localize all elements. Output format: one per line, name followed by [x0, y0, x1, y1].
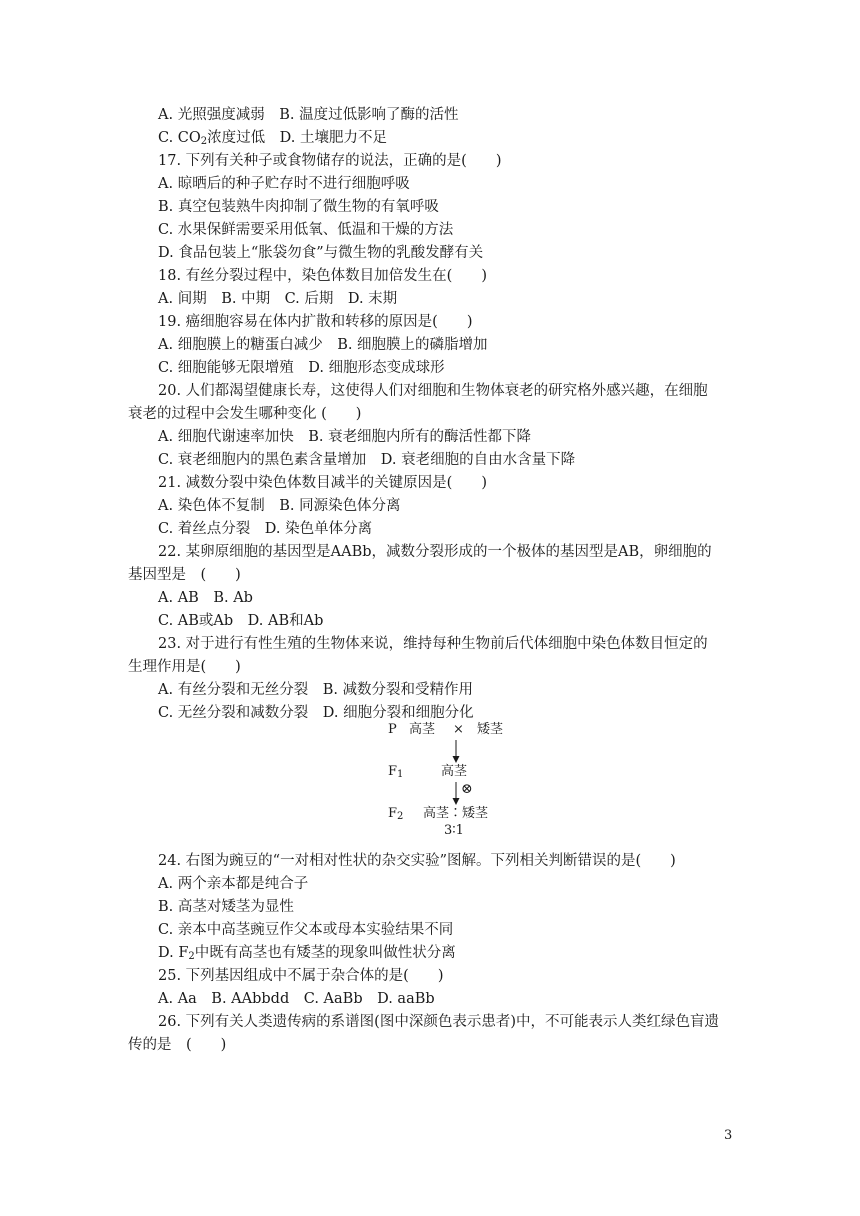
text-line: B. 高茎对矮茎为显性	[158, 899, 294, 915]
text-line: 基因型是 ( )	[128, 567, 241, 583]
text-line: 17. 下列有关种子或食物储存的说法，正确的是( )	[158, 153, 502, 169]
text-line: A. Aa B. AAbbdd C. AaBb D. aaBb	[158, 991, 435, 1007]
text-line: A. 染色体不复制 B. 同源染色体分离	[158, 498, 401, 514]
f1-value: 高茎	[441, 764, 468, 779]
text-line: A. 间期 B. 中期 C. 后期 D. 末期	[158, 291, 398, 307]
text-line: A. 光照强度减弱 B. 温度过低影响了酶的活性	[158, 107, 459, 123]
text-line: 21. 减数分裂中染色体数目减半的关键原因是( )	[158, 475, 487, 491]
f2-value: 高茎∶矮茎	[423, 806, 489, 821]
text-line: A. 细胞膜上的糖蛋白减少 B. 细胞膜上的磷脂增加	[158, 337, 488, 353]
text-line: 生理作用是( )	[128, 659, 241, 675]
text-line: C. AB或Ab D. AB和Ab	[158, 613, 324, 629]
f2-ratio: 3∶1	[444, 823, 464, 838]
text-line: C. 着丝点分裂 D. 染色单体分离	[158, 521, 373, 537]
f2-label: $F_2$	[388, 806, 404, 822]
text-line: 25. 下列基因组成中不属于杂合体的是( )	[158, 968, 444, 984]
text-line: C. 水果保鲜需要采用低氧、低温和干燥的方法	[158, 222, 454, 238]
text-line: 26. 下列有关人类遗传病的系谱图(图中深颜色表示患者)中，不可能表示人类红绿色盲遗	[158, 1014, 719, 1030]
text-line: 23. 对于进行有性生殖的生物体来说，维持每种生物前后代体细胞中染色体数目恒定的	[158, 636, 708, 652]
text-line: A. 晾晒后的种子贮存时不进行细胞呼吸	[158, 176, 410, 192]
text-line: D. 食品包装上“胀袋勿食”与微生物的乳酸发酵有关	[158, 245, 484, 261]
text-line: C. 衰老细胞内的黑色素含量增加 D. 衰老细胞的自由水含量下降	[158, 452, 576, 468]
text-line: D. $F_2$中既有高茎也有矮茎的现象叫做性状分离	[158, 945, 456, 962]
f1-label: $F_1$	[388, 764, 404, 780]
text-line: A. 有丝分裂和无丝分裂 B. 减数分裂和受精作用	[158, 682, 474, 698]
p-label: P	[388, 722, 397, 737]
text-line: 18. 有丝分裂过程中，染色体数目加倍发生在( )	[158, 268, 487, 284]
text-line: C. 细胞能够无限增殖 D. 细胞形态变成球形	[158, 360, 445, 376]
text-line: A. AB B. Ab	[158, 590, 253, 606]
p-short: 矮茎	[477, 722, 504, 737]
text-line: C. 无丝分裂和减数分裂 D. 细胞分裂和细胞分化	[158, 705, 474, 721]
text-line: B. 真空包装熟牛肉抑制了微生物的有氧呼吸	[158, 199, 439, 215]
cross-symbol: ×	[453, 722, 464, 737]
text-line: 22. 某卵原细胞的基因型是AABb，减数分裂形成的一个极体的基因型是AB，卵细胞的	[158, 544, 712, 560]
selfing-symbol: ⊗	[461, 781, 473, 797]
pea-cross-diagram	[380, 718, 520, 842]
text-line: C. $CO_2$浓度过低 D. 土壤肥力不足	[158, 130, 387, 147]
text-line: 传的是 ( )	[128, 1037, 227, 1053]
page-number: 3	[724, 1128, 733, 1143]
text-line: 19. 癌细胞容易在体内扩散和转移的原因是( )	[158, 314, 473, 330]
text-line: 衰老的过程中会发生哪种变化 ( )	[128, 406, 362, 422]
text-line: C. 亲本中高茎豌豆作父本或母本实验结果不同	[158, 922, 454, 938]
text-line: 20. 人们都渴望健康长寿，这使得人们对细胞和生物体衰老的研究格外感兴趣，在细胞	[158, 383, 708, 399]
text-line: A. 两个亲本都是纯合子	[158, 876, 309, 892]
text-line: 24. 右图为豌豆的“一对相对性状的杂交实验”图解。下列相关判断错误的是( )	[158, 853, 676, 869]
text-line: A. 细胞代谢速率加快 B. 衰老细胞内所有的酶活性都下降	[158, 429, 532, 445]
p-tall: 高茎	[409, 722, 436, 737]
